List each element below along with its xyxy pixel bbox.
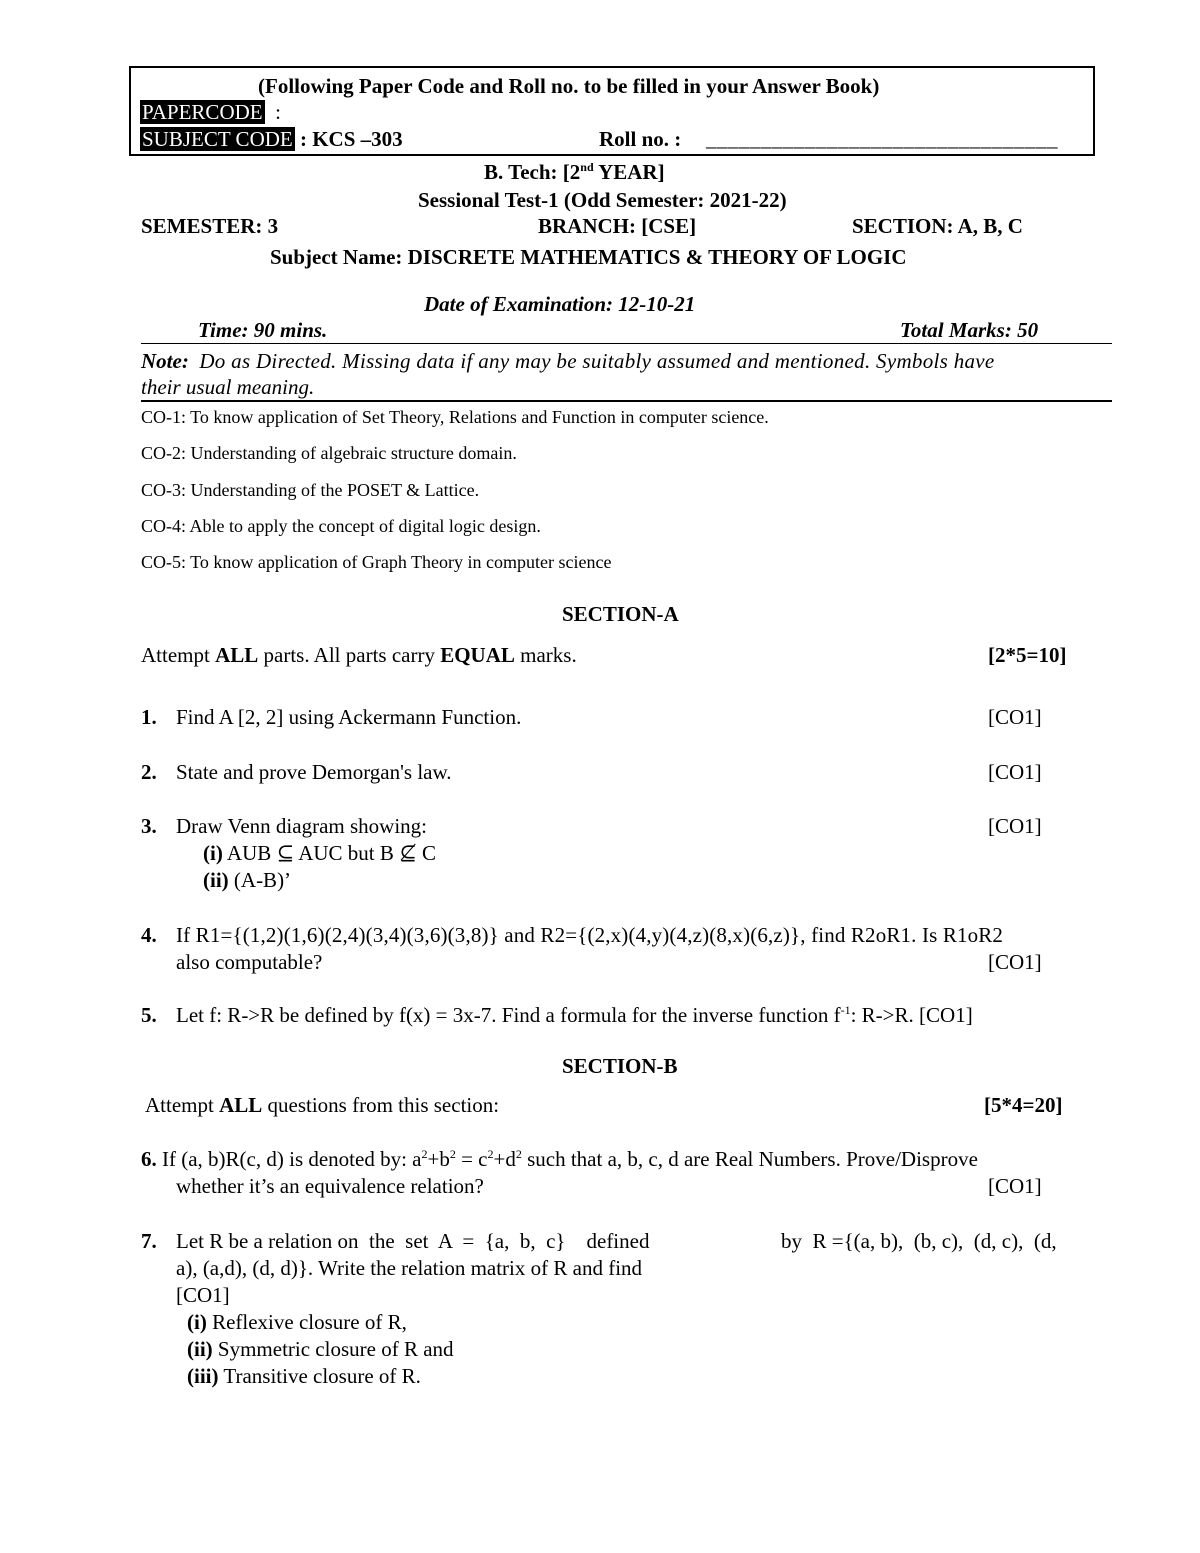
section-a-title: SECTION-A	[562, 602, 679, 626]
co-5: CO-5: To know application of Graph Theory in computer science	[141, 552, 612, 572]
q7-i-text: Reflexive closure of R,	[206, 1310, 407, 1334]
q7-line2: a), (a,d), (d, d)}. Write the relation matrix of R and find	[176, 1256, 643, 1280]
section-b-marks: [5*4=20]	[984, 1093, 1063, 1117]
q5-post: : R->R. [CO1]	[850, 1003, 973, 1027]
q7-i-label: (i)	[187, 1310, 207, 1334]
q7-line1a: Let R be a relation on the set A = {a, b, c} defined	[176, 1229, 650, 1253]
q3-text: Draw Venn diagram showing:	[176, 814, 427, 838]
section-a-instruction	[141, 643, 577, 668]
q3-co: [CO1]	[988, 814, 1042, 838]
q4-line2: also computable?	[176, 950, 323, 974]
q7-ii-label: (ii)	[187, 1337, 213, 1361]
sa-instr-5: marks.	[514, 643, 577, 667]
q6-line1	[141, 1147, 978, 1172]
q6-co: [CO1]	[988, 1174, 1042, 1198]
q7-iii-text: Transitive closure of R.	[218, 1364, 421, 1388]
q7-number: 7.	[141, 1229, 157, 1253]
sa-instr-2: ALL	[215, 643, 259, 667]
q4-number: 4.	[141, 923, 157, 947]
note-text: Do as Directed. Missing data if any may be suitably assumed and mentioned. Symbols have	[199, 349, 995, 373]
co-3: CO-3: Understanding of the POSET & Lattice.	[141, 480, 480, 500]
co-2: CO-2: Understanding of algebraic structure domain.	[141, 443, 517, 463]
q5-text	[176, 1003, 973, 1028]
subject-code-label: SUBJECT CODE	[142, 127, 293, 151]
q3-ii-label: (ii)	[203, 868, 229, 892]
note-line1	[141, 349, 995, 374]
btech-suffix: YEAR]	[593, 160, 665, 184]
q7-iii-label: (iii)	[187, 1364, 219, 1388]
q6-line2: whether it’s an equivalence relation?	[176, 1174, 484, 1198]
q6-s4: 2	[515, 1147, 522, 1161]
q6-e: such that a, b, c, d are Real Numbers. Prove/Disprove	[521, 1147, 978, 1171]
q3-number: 3.	[141, 814, 157, 838]
q2-text: State and prove Demorgan's law.	[176, 760, 452, 784]
semester: SEMESTER: 3	[141, 214, 279, 238]
divider-top	[141, 343, 1112, 344]
q3-ii-text: (A-B)’	[228, 868, 292, 892]
roll-no-blank: ________________________________	[706, 127, 1058, 151]
roll-no-label: Roll no. :	[599, 127, 682, 151]
sa-instr-1: Attempt	[141, 643, 216, 667]
sb-instr-1: Attempt	[145, 1093, 220, 1117]
q6-s3: 2	[487, 1147, 494, 1161]
q3-i-text: AUB ⊆ AUC but B ⊈ C	[222, 841, 436, 865]
btech-year	[484, 160, 665, 185]
q7-part-ii	[187, 1337, 454, 1362]
q6-s1: 2	[421, 1147, 428, 1161]
subject-code-row	[140, 127, 403, 152]
btech-sup: nd	[580, 160, 594, 174]
sb-instr-3: questions from this section:	[262, 1093, 500, 1117]
header-instruction: (Following Paper Code and Roll no. to be filled in your Answer Book)	[258, 74, 880, 98]
q6-s2: 2	[449, 1147, 456, 1161]
sa-instr-4: EQUAL	[440, 643, 515, 667]
subject-code-value: : KCS –303	[299, 127, 403, 151]
q6-c: = c	[455, 1147, 488, 1171]
q4-co: [CO1]	[988, 950, 1042, 974]
subject-name-value: DISCRETE MATHEMATICS & THEORY OF LOGIC	[407, 245, 907, 269]
q6-b: +b	[427, 1147, 450, 1171]
q6-number: 6.	[141, 1147, 157, 1171]
note-label: Note:	[141, 349, 189, 373]
q7-part-iii	[187, 1364, 421, 1389]
q2-co: [CO1]	[988, 760, 1042, 784]
q6-d: +d	[493, 1147, 516, 1171]
q7-line1b: by R ={(a, b), (b, c), (d, c), (d,	[781, 1229, 1057, 1253]
q6-a: If (a, b)R(c, d) is denoted by: a	[156, 1147, 422, 1171]
sessional-title: Sessional Test-1 (Odd Semester: 2021-22)	[418, 188, 787, 212]
q4-line1: If R1={(1,2)(1,6)(2,4)(3,4)(3,6)(3,8)} and R2={(2,x)(4,y)(4,z)(8,x)(6,z)}, find R2oR1. Is R1oR2	[176, 923, 1004, 947]
q1-co: [CO1]	[988, 705, 1042, 729]
sa-instr-3: parts. All parts carry	[258, 643, 441, 667]
q1-number: 1.	[141, 705, 157, 729]
q7-line3: [CO1]	[176, 1283, 230, 1307]
papercode-row	[140, 100, 281, 125]
q7-ii-text: Symmetric closure of R and	[212, 1337, 454, 1361]
q3-part-ii	[203, 868, 291, 893]
papercode-label: PAPERCODE	[142, 100, 263, 124]
co-1: CO-1: To know application of Set Theory, Relations and Function in computer science.	[141, 407, 769, 427]
subject-name	[270, 245, 907, 270]
divider-bottom	[141, 400, 1112, 402]
btech-prefix: B. Tech: [2	[484, 160, 581, 184]
q5-sup: -1	[840, 1003, 851, 1017]
q5-pre: Let f: R->R be defined by f(x) = 3x-7. Find a formula for the inverse function f	[176, 1003, 841, 1027]
q2-number: 2.	[141, 760, 157, 784]
section-a-marks: [2*5=10]	[988, 643, 1067, 667]
sb-instr-2: ALL	[219, 1093, 263, 1117]
q1-text: Find A [2, 2] using Ackermann Function.	[176, 705, 522, 729]
q3-i-label: (i)	[203, 841, 223, 865]
section-b-instruction	[145, 1093, 499, 1118]
papercode-sep: :	[275, 100, 281, 124]
note-line2: their usual meaning.	[141, 375, 315, 399]
branch: BRANCH: [CSE]	[538, 214, 697, 238]
q5-number: 5.	[141, 1003, 157, 1027]
section-list: SECTION: A, B, C	[852, 214, 1023, 238]
exam-time: Time: 90 mins.	[198, 318, 328, 342]
exam-date: Date of Examination: 12-10-21	[424, 292, 696, 316]
subject-name-label: Subject Name:	[270, 245, 403, 269]
q3-part-i	[203, 841, 436, 866]
co-4: CO-4: Able to apply the concept of digital logic design.	[141, 516, 541, 536]
total-marks: Total Marks: 50	[900, 318, 1039, 342]
q7-part-i	[187, 1310, 407, 1335]
section-b-title: SECTION-B	[562, 1054, 678, 1078]
